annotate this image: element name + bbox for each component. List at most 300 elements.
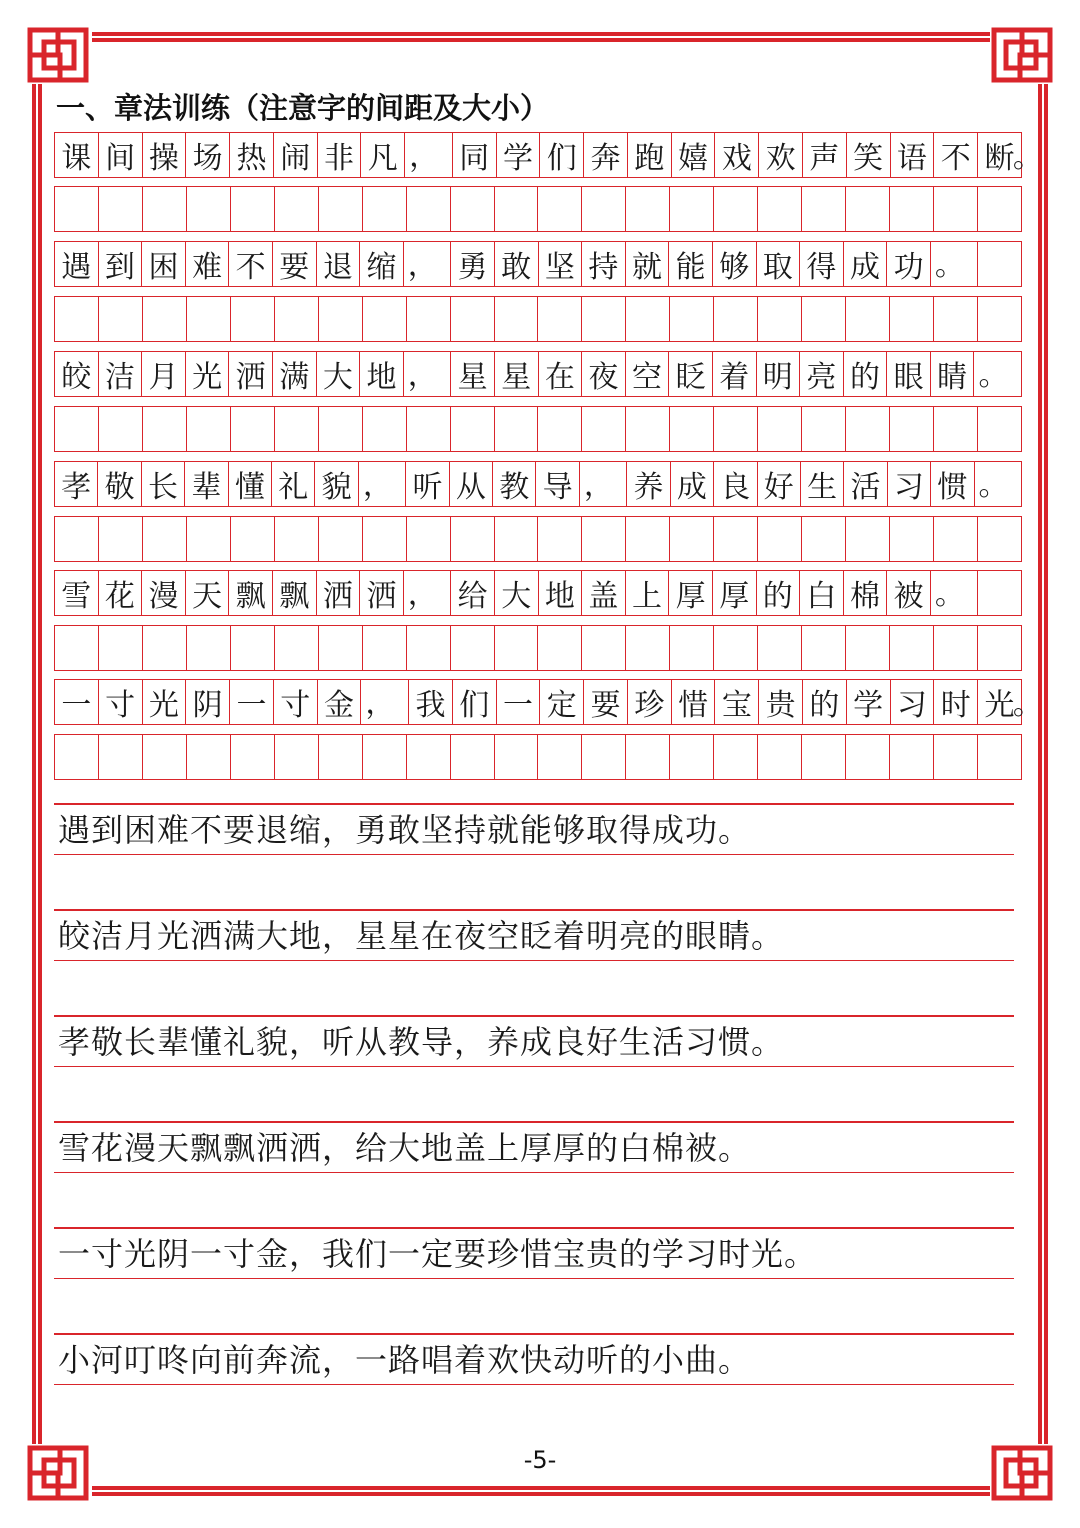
grid-cell: 嬉 xyxy=(672,133,716,177)
grid-cell: 洒 xyxy=(360,571,404,615)
grid-cell: 棉 xyxy=(844,571,888,615)
grid-cell: 阴 xyxy=(186,680,230,724)
grid-cell: 明 xyxy=(757,352,801,396)
grid-cell: 要 xyxy=(273,242,317,286)
grid-cell xyxy=(187,626,231,670)
grid-cell xyxy=(670,626,714,670)
grid-cell xyxy=(626,187,670,231)
grid-cell: 光 。 xyxy=(984,687,1043,723)
grid-cell xyxy=(934,407,978,451)
grid-cell: 学 xyxy=(847,680,891,724)
grid-cell xyxy=(978,626,1021,670)
grid-cell: 白 xyxy=(800,571,844,615)
grid-cell xyxy=(670,517,714,561)
rule-bottom xyxy=(54,960,1014,962)
grid-cell xyxy=(99,735,143,779)
grid-cell xyxy=(626,297,670,341)
grid-cell: 学 xyxy=(497,133,541,177)
grid-cell: 月 xyxy=(142,352,186,396)
grid-cell xyxy=(978,517,1021,561)
grid-row-empty xyxy=(54,516,1022,562)
grid-cell: 眼 xyxy=(887,352,931,396)
grid-row-text xyxy=(54,351,1022,397)
grid-cell: 一 xyxy=(230,680,274,724)
grid-cell: 被 xyxy=(887,571,931,615)
ruled-line xyxy=(54,803,1014,855)
grid-cell xyxy=(319,735,363,779)
grid-cell: 够 xyxy=(713,242,757,286)
grid-cell: 在 xyxy=(539,352,583,396)
grid-cell xyxy=(802,187,846,231)
grid-cell xyxy=(275,517,319,561)
grid-cell xyxy=(143,187,187,231)
grid-cell xyxy=(890,735,934,779)
grid-cell xyxy=(582,626,626,670)
grid-cell xyxy=(407,626,451,670)
grid-cell: 辈 xyxy=(185,462,228,506)
grid-cell: 洁 xyxy=(99,352,143,396)
grid-cell: 天 xyxy=(186,571,230,615)
grid-cell: 一 xyxy=(55,680,99,724)
grid-cell: 花 xyxy=(99,571,143,615)
grid-cell xyxy=(626,735,670,779)
grid-cell: ， xyxy=(359,462,406,506)
grid-cell: ， xyxy=(580,462,627,506)
ruled-line-text: 雪花漫天飘飘洒洒，给大地盖上厚厚的白棉被。 xyxy=(58,1129,752,1167)
ruled-line xyxy=(54,1015,1014,1067)
grid-cell xyxy=(275,297,319,341)
ruled-line-text: 孝敬长辈懂礼貌，听从教导，养成良好生活习惯。 xyxy=(58,1023,785,1061)
grid-cell xyxy=(758,626,802,670)
grid-cell: 成 xyxy=(844,242,888,286)
grid-cell xyxy=(538,517,582,561)
grid-cell: 能 xyxy=(669,242,713,286)
grid-cell: 欢 xyxy=(759,133,803,177)
grid-cell xyxy=(714,626,758,670)
grid-cell: 。 xyxy=(931,242,979,286)
grid-cell xyxy=(187,735,231,779)
grid-cell: 光 xyxy=(143,680,187,724)
grid-cell: 取 xyxy=(757,242,801,286)
grid-cell: 好 xyxy=(758,462,801,506)
grid-cell: 的 xyxy=(844,352,888,396)
grid-cell: 飘 xyxy=(273,571,317,615)
grid-cell xyxy=(451,187,495,231)
section-title: 一、章法训练（注意字的间距及大小） xyxy=(56,91,550,125)
grid-cell: 场 xyxy=(186,133,230,177)
grid-cell: 地 xyxy=(360,352,404,396)
grid-cell: 着 xyxy=(713,352,757,396)
grid-cell xyxy=(495,517,539,561)
grid-cell xyxy=(802,735,846,779)
ruled-line-text: 皎洁月光洒满大地，星星在夜空眨着明亮的眼睛。 xyxy=(58,917,785,955)
grid-cell: 皎 xyxy=(55,352,99,396)
grid-cell xyxy=(407,517,451,561)
grid-cell: 操 xyxy=(143,133,187,177)
grid-cell xyxy=(802,517,846,561)
grid-cell xyxy=(758,735,802,779)
overflow-punctuation: 。 xyxy=(1012,687,1043,722)
grid-cell xyxy=(363,407,407,451)
grid-cell xyxy=(363,626,407,670)
grid-row-empty xyxy=(54,296,1022,342)
grid-cell xyxy=(319,517,363,561)
grid-cell: 语 xyxy=(891,133,935,177)
grid-cell: 大 xyxy=(317,352,361,396)
grid-cell: 一 xyxy=(497,680,541,724)
grid-cell: 凡 xyxy=(361,133,405,177)
grid-cell xyxy=(626,626,670,670)
grid-cell: 养 xyxy=(627,462,670,506)
grid-cell xyxy=(143,735,187,779)
ruled-line xyxy=(54,1333,1014,1385)
grid-cell: 退 xyxy=(317,242,361,286)
grid-cell xyxy=(407,297,451,341)
grid-cell: 们 xyxy=(453,680,497,724)
grid-cell xyxy=(758,517,802,561)
grid-cell: 寸 xyxy=(99,680,143,724)
grid-cell xyxy=(231,297,275,341)
grid-cell: 教 xyxy=(493,462,536,506)
grid-cell xyxy=(890,407,934,451)
grid-cell xyxy=(363,735,407,779)
grid-cell xyxy=(99,407,143,451)
grid-cell xyxy=(978,407,1021,451)
grid-cell: 声 xyxy=(803,133,847,177)
grid-cell xyxy=(890,187,934,231)
grid-cell xyxy=(582,735,626,779)
grid-cell xyxy=(99,626,143,670)
grid-cell xyxy=(846,517,890,561)
grid-cell: 敬 xyxy=(98,462,141,506)
grid-cell: 坚 xyxy=(539,242,583,286)
grid-cell xyxy=(890,626,934,670)
grid-cell: 勇 xyxy=(451,242,495,286)
grid-cell: ， xyxy=(404,571,452,615)
grid-cell xyxy=(934,187,978,231)
grid-cell xyxy=(538,297,582,341)
grid-cell xyxy=(934,626,978,670)
grid-cell: 从 xyxy=(450,462,493,506)
grid-cell: 得 xyxy=(800,242,844,286)
grid-cell xyxy=(714,407,758,451)
grid-cell: 睛 xyxy=(931,352,975,396)
grid-cell: 惜 xyxy=(672,680,716,724)
grid-cell: 星 xyxy=(495,352,539,396)
grid-cell: 光 xyxy=(186,352,230,396)
grid-cell: 礼 xyxy=(272,462,315,506)
grid-cell xyxy=(890,517,934,561)
grid-cell xyxy=(55,297,99,341)
grid-cell: 良 xyxy=(714,462,757,506)
grid-cell: 非 xyxy=(318,133,362,177)
grid-cell xyxy=(319,407,363,451)
grid-row-empty xyxy=(54,186,1022,232)
grid-cell xyxy=(451,626,495,670)
grid-cell: ， xyxy=(405,133,453,177)
grid-cell: 戏 xyxy=(715,133,759,177)
grid-cell: 缩 xyxy=(360,242,404,286)
grid-cell xyxy=(55,626,99,670)
grid-cell xyxy=(99,517,143,561)
grid-cell xyxy=(934,297,978,341)
grid-cell: 漫 xyxy=(142,571,186,615)
ruled-line-text: 一寸光阴一寸金，我们一定要珍惜宝贵的学习时光。 xyxy=(58,1235,818,1273)
grid-cell xyxy=(582,517,626,561)
grid-cell xyxy=(363,297,407,341)
grid-cell xyxy=(143,517,187,561)
grid-cell xyxy=(846,297,890,341)
grid-cell: 。 xyxy=(978,358,1009,393)
ruled-line xyxy=(54,1121,1014,1173)
grid-cell: 的 xyxy=(803,680,847,724)
rule-bottom xyxy=(54,1278,1014,1280)
grid-cell xyxy=(275,187,319,231)
grid-cell xyxy=(538,735,582,779)
grid-cell: 贵 xyxy=(759,680,803,724)
grid-cell xyxy=(714,735,758,779)
grid-cell xyxy=(758,187,802,231)
grid-cell: 我 xyxy=(409,680,453,724)
grid-cell xyxy=(978,571,1021,615)
grid-cell: 厚 xyxy=(669,571,713,615)
grid-cell xyxy=(231,735,275,779)
grid-row-text xyxy=(54,570,1022,616)
grid-cell: 大 xyxy=(495,571,539,615)
grid-cell: 宝 xyxy=(715,680,759,724)
grid-cell xyxy=(99,187,143,231)
grid-cell xyxy=(407,407,451,451)
grid-cell xyxy=(538,407,582,451)
grid-cell xyxy=(626,407,670,451)
grid-cell: 夜 xyxy=(582,352,626,396)
grid-row-text xyxy=(54,132,1043,178)
grid-cell: 惯 xyxy=(931,462,974,506)
grid-cell xyxy=(451,407,495,451)
grid-cell: 不 xyxy=(934,133,978,177)
grid-cell: 活 xyxy=(844,462,887,506)
grid-row-text xyxy=(54,679,1043,725)
grid-cell xyxy=(582,187,626,231)
overflow-punctuation: 。 xyxy=(1012,140,1043,175)
rule-bottom xyxy=(54,854,1014,856)
grid-cell xyxy=(143,297,187,341)
grid-cell xyxy=(495,626,539,670)
grid-cell: 遇 xyxy=(55,242,99,286)
grid-cell xyxy=(407,187,451,231)
grid-cell xyxy=(978,735,1021,779)
grid-cell: 成 xyxy=(671,462,714,506)
grid-cell xyxy=(231,517,275,561)
grid-cell xyxy=(714,187,758,231)
grid-cell: 闹 xyxy=(274,133,318,177)
grid-cell xyxy=(978,242,1021,286)
grid-row-empty xyxy=(54,406,1022,452)
ruled-line-text: 遇到困难不要退缩，勇敢坚持就能够取得成功。 xyxy=(58,811,752,849)
grid-cell: 听 xyxy=(406,462,449,506)
grid-cell xyxy=(802,626,846,670)
grid-cell: 金 xyxy=(318,680,362,724)
grid-cell: 时 xyxy=(934,680,978,724)
ruled-line xyxy=(54,1227,1014,1279)
grid-cell: 地 xyxy=(539,571,583,615)
grid-cell: 空 xyxy=(626,352,670,396)
grid-cell xyxy=(187,187,231,231)
grid-cell xyxy=(495,187,539,231)
grid-cell xyxy=(934,517,978,561)
grid-cell: 导 xyxy=(536,462,579,506)
grid-cell xyxy=(143,407,187,451)
grid-cell xyxy=(670,297,714,341)
grid-cell xyxy=(55,735,99,779)
grid-cell: 长 xyxy=(142,462,185,506)
grid-row-text xyxy=(54,241,1022,287)
grid-cell xyxy=(319,626,363,670)
grid-cell: 同 xyxy=(453,133,497,177)
grid-cell xyxy=(978,187,1021,231)
grid-cell: 持 xyxy=(582,242,626,286)
grid-cell: 断 。 xyxy=(984,140,1043,176)
grid-cell xyxy=(670,735,714,779)
grid-cell: 笑 xyxy=(847,133,891,177)
grid-cell xyxy=(670,407,714,451)
grid-cell: ， xyxy=(404,242,452,286)
grid-cell xyxy=(670,187,714,231)
corner-ornament-tl xyxy=(30,30,86,80)
rule-bottom xyxy=(54,1066,1014,1068)
grid-cell xyxy=(890,297,934,341)
grid-cell: 上 xyxy=(626,571,670,615)
grid-cell: 懂 xyxy=(229,462,272,506)
corner-ornament-tr xyxy=(994,30,1050,80)
grid-cell: 眨 xyxy=(669,352,713,396)
grid-cell: 们 xyxy=(540,133,584,177)
grid-cell xyxy=(582,407,626,451)
grid-cell: 课 xyxy=(55,133,99,177)
grid-cell xyxy=(714,297,758,341)
grid-cell xyxy=(451,297,495,341)
grid-cell xyxy=(495,735,539,779)
grid-cell xyxy=(275,735,319,779)
grid-cell xyxy=(758,407,802,451)
grid-cell: 难 xyxy=(186,242,230,286)
grid-cell: 孝 xyxy=(55,462,98,506)
grid-cell: 貌 xyxy=(315,462,358,506)
grid-cell xyxy=(846,735,890,779)
grid-cell xyxy=(55,407,99,451)
grid-cell xyxy=(187,407,231,451)
grid-cell xyxy=(99,297,143,341)
grid-cell: 要 xyxy=(584,680,628,724)
grid-row-text xyxy=(54,461,1022,507)
grid-cell: 的 xyxy=(757,571,801,615)
grid-cell: 习 xyxy=(891,680,935,724)
ruled-line xyxy=(54,909,1014,961)
grid-cell xyxy=(538,187,582,231)
grid-cell xyxy=(802,297,846,341)
grid-cell: 洒 xyxy=(229,352,273,396)
grid-cell: 洒 xyxy=(317,571,361,615)
grid-cell: 厚 xyxy=(713,571,757,615)
grid-cell: 不 xyxy=(229,242,273,286)
grid-cell: 困 xyxy=(142,242,186,286)
grid-row-empty xyxy=(54,734,1022,780)
grid-cell: 飘 xyxy=(229,571,273,615)
grid-cell xyxy=(187,297,231,341)
rule-bottom xyxy=(54,1172,1014,1174)
grid-cell: 就 xyxy=(626,242,670,286)
grid-cell xyxy=(582,297,626,341)
grid-cell: 给 xyxy=(451,571,495,615)
grid-cell xyxy=(495,297,539,341)
grid-cell xyxy=(55,517,99,561)
grid-cell xyxy=(846,407,890,451)
grid-cell xyxy=(407,735,451,779)
grid-cell: 盖 xyxy=(582,571,626,615)
grid-cell xyxy=(495,407,539,451)
grid-cell xyxy=(626,517,670,561)
grid-cell xyxy=(363,187,407,231)
grid-cell xyxy=(538,626,582,670)
grid-cell xyxy=(143,626,187,670)
ruled-line-text: 小河叮咚向前奔流，一路唱着欢快动听的小曲。 xyxy=(58,1341,752,1379)
grid-cell xyxy=(978,297,1021,341)
grid-cell xyxy=(187,517,231,561)
grid-cell xyxy=(846,626,890,670)
page-number: -5- xyxy=(523,1446,557,1474)
grid-cell: 满 xyxy=(273,352,317,396)
grid-cell xyxy=(231,187,275,231)
grid-cell: 。 xyxy=(931,571,979,615)
grid-cell: 热 xyxy=(230,133,274,177)
grid-cell xyxy=(451,517,495,561)
grid-cell: 亮 xyxy=(800,352,844,396)
grid-cell xyxy=(319,187,363,231)
grid-cell: 习 xyxy=(888,462,931,506)
grid-cell xyxy=(451,735,495,779)
grid-cell: 功 xyxy=(887,242,931,286)
grid-cell: 珍 xyxy=(628,680,672,724)
grid-cell: 星 xyxy=(451,352,495,396)
grid-cell xyxy=(846,187,890,231)
grid-cell: 生 xyxy=(801,462,844,506)
grid-cell xyxy=(363,517,407,561)
grid-cell xyxy=(231,407,275,451)
grid-cell xyxy=(231,626,275,670)
grid-cell: 定 xyxy=(540,680,584,724)
grid-cell xyxy=(319,297,363,341)
grid-cell xyxy=(55,187,99,231)
grid-cell: 敢 xyxy=(495,242,539,286)
grid-row-empty xyxy=(54,625,1022,671)
grid-cell: 。 xyxy=(978,468,1009,503)
grid-cell: ， xyxy=(361,680,409,724)
grid-cell: 间 xyxy=(99,133,143,177)
grid-cell: 跑 xyxy=(628,133,672,177)
grid-cell: 到 xyxy=(99,242,143,286)
grid-cell xyxy=(934,735,978,779)
grid-cell xyxy=(802,407,846,451)
grid-cell: 雪 xyxy=(55,571,99,615)
grid-cell xyxy=(275,407,319,451)
rule-bottom xyxy=(54,1384,1014,1386)
grid-cell: 奔 xyxy=(584,133,628,177)
grid-cell xyxy=(758,297,802,341)
grid-cell xyxy=(275,626,319,670)
grid-cell xyxy=(714,517,758,561)
grid-cell: ， xyxy=(404,352,452,396)
grid-cell: 寸 xyxy=(274,680,318,724)
